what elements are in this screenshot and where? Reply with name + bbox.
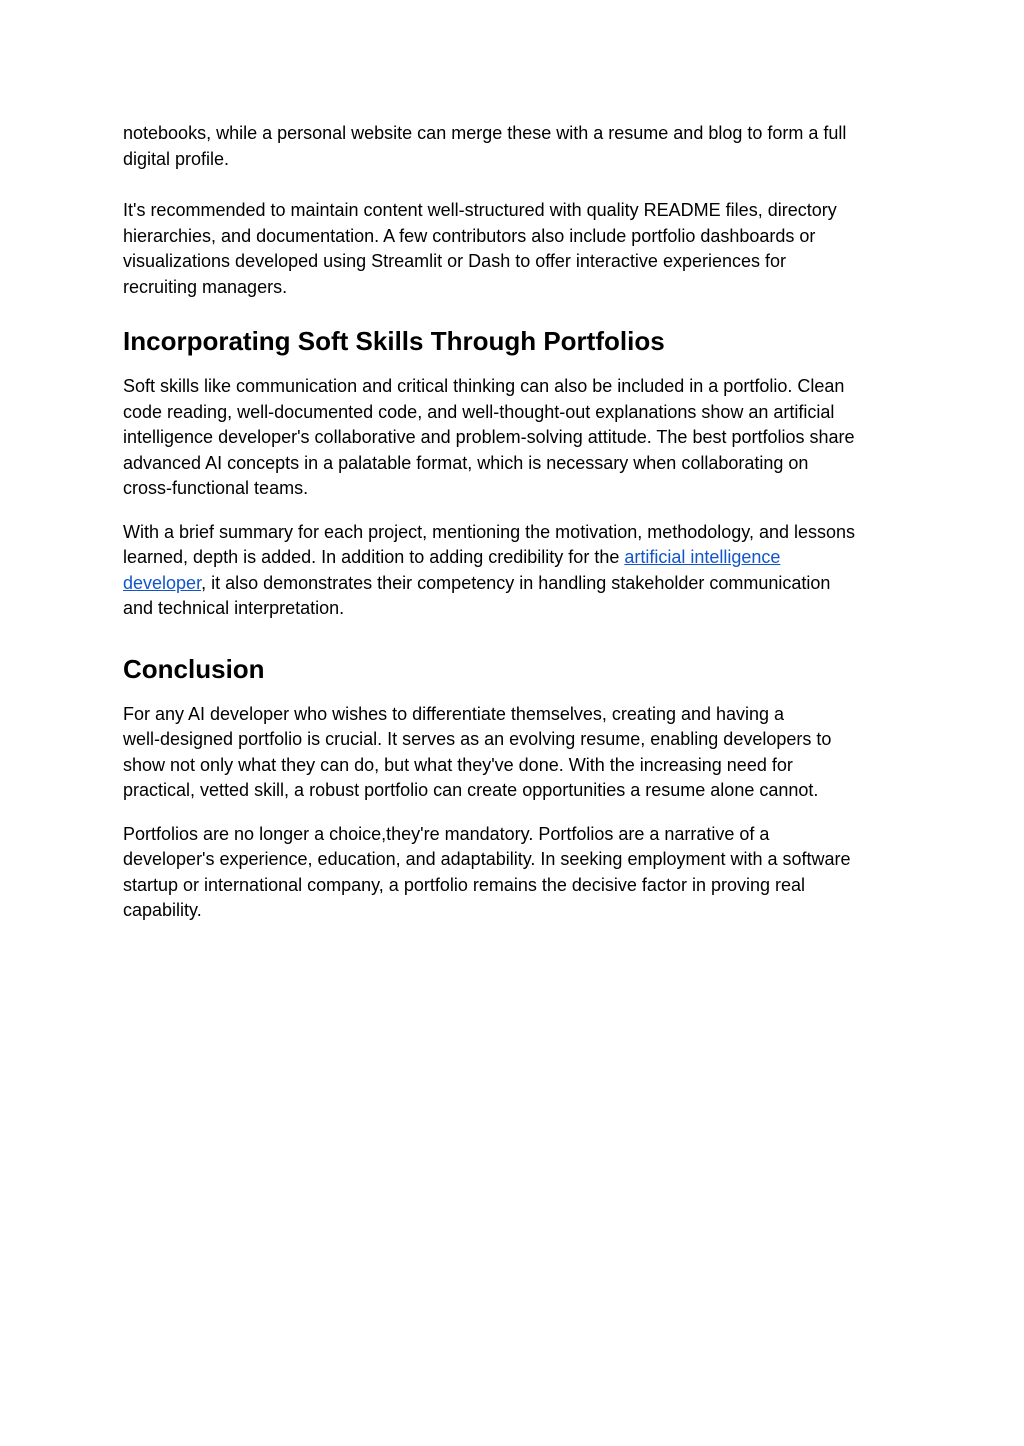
paragraph-digital-profile [123, 121, 903, 172]
paragraph-recommended-structure [123, 198, 903, 300]
text-line: practical, vetted skill, a robust portfolio can create opportunities a resume alone cannot. [123, 780, 819, 800]
section-heading-soft-skills: Incorporating Soft Skills Through Portfolios [123, 326, 665, 356]
text-line: show not only what they can do, but what they've done. With the increasing need for [123, 754, 793, 775]
text-line: Portfolios are no longer a choice,they're mandatory. Portfolios are a narrative of a [123, 823, 770, 844]
text-line: It's recommended to maintain content well-structured with quality README files, directory [123, 200, 837, 220]
text-line: cross-functional teams. [123, 478, 309, 498]
text-line: digital profile. [123, 148, 230, 169]
document-content [123, 0, 903, 924]
text-line [123, 545, 903, 571]
text-line [123, 571, 903, 597]
text-line: intelligence developer's collaborative and problem-solving attitude. The best portfolios share [123, 427, 855, 447]
text-line: advanced AI concepts in a palatable format, which is necessary when collaborating on [123, 452, 809, 473]
paragraph-conclusion-1 [123, 702, 903, 804]
text-line: For any AI developer who wishes to differentiate themselves, creating and having a [123, 703, 785, 724]
text-line: recruiting managers. [123, 276, 288, 297]
paragraph-project-summary [123, 520, 903, 622]
text-segment: , it also demonstrates their competency in handling stakeholder communication [201, 572, 831, 593]
text-line: code reading, well-documented code, and well-thought-out explanations show an artificial [123, 401, 835, 422]
text-line: startup or international company, a portfolio remains the decisive factor in proving real [123, 874, 806, 895]
text-line: notebooks, while a personal website can merge these with a resume and blog to form a full [123, 123, 847, 143]
text-line: and technical interpretation. [123, 598, 345, 618]
text-line: visualizations developed using Streamlit or Dash to offer interactive experiences for [123, 251, 787, 271]
text-line: hierarchies, and documentation. A few contributors also include portfolio dashboards or [123, 225, 816, 246]
text-segment: learned, depth is added. In addition to adding credibility for the [123, 547, 625, 567]
text-line: capability. [123, 900, 202, 920]
paragraph-conclusion-2 [123, 822, 903, 924]
ai-developer-link-part-2[interactable]: developer [123, 572, 202, 593]
ai-developer-link-part-1[interactable]: artificial intelligence [624, 547, 781, 567]
text-line: well-designed portfolio is crucial. It serves as an evolving resume, enabling developers to [123, 729, 832, 749]
text-line: Soft skills like communication and critical thinking can also be included in a portfolio. Clean [123, 376, 845, 396]
text-line: With a brief summary for each project, mentioning the motivation, methodology, and lessons [123, 521, 856, 542]
text-line: developer's experience, education, and adaptability. In seeking employment with a software [123, 849, 851, 869]
paragraph-soft-skills [123, 374, 903, 502]
section-heading-conclusion: Conclusion [123, 653, 265, 684]
